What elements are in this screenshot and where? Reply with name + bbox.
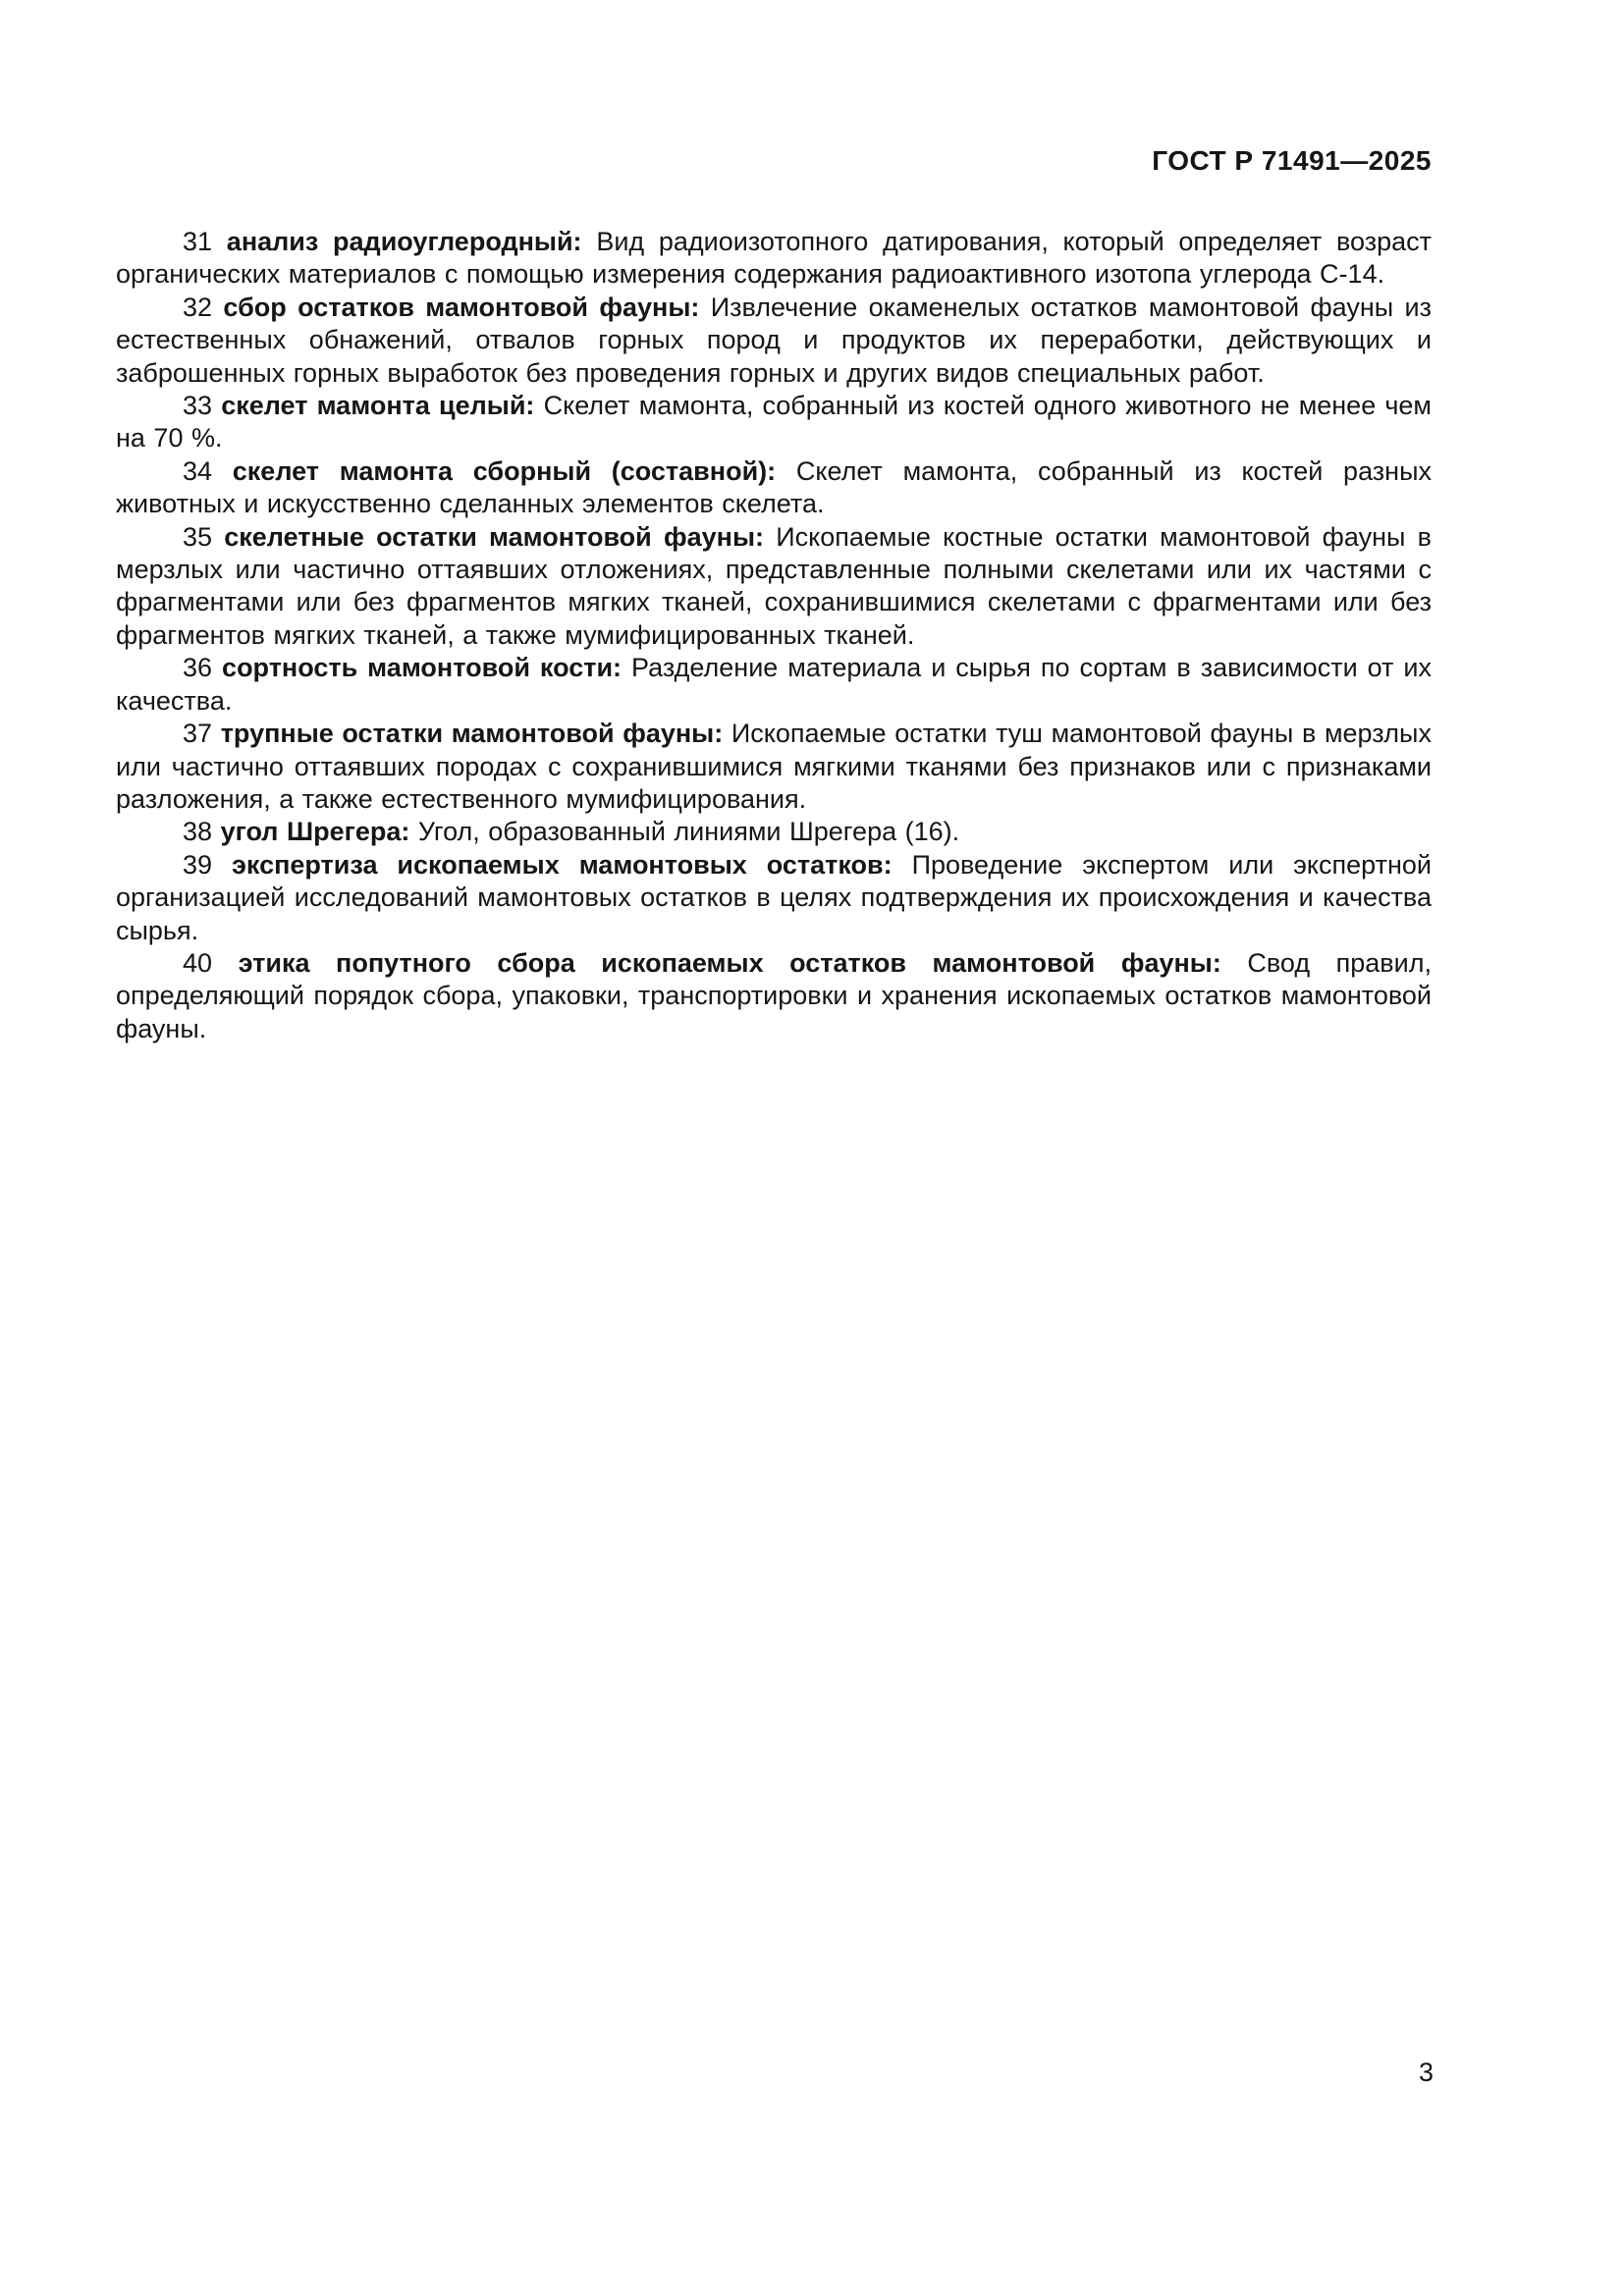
term-number: 33	[183, 391, 213, 421]
term-paragraph	[116, 455, 1432, 521]
term-number: 40	[183, 947, 213, 978]
term-name: скелет мамонта целый:	[221, 391, 535, 421]
term-name: угол Шрегера:	[220, 817, 410, 847]
term-paragraph	[116, 390, 1432, 455]
term-definition: Извлечение окаменелых остатков мамонтовой фауны из естественных обнажений, отвалов горных пород и продуктов их переработки, действующих и заброшенных горных выработок без проведения горных и других видов специальных работ.	[116, 292, 1432, 388]
term-number: 34	[183, 455, 213, 486]
term-paragraph	[116, 292, 1432, 390]
term-definition: Вид радиоизотопного датирования, который определяет возраст органических материалов с помощью измерения содержания радиоактивного изотопа углерода С-14.	[116, 227, 1432, 290]
term-number: 38	[183, 817, 213, 847]
term-definition: Проведение экспертом или экспертной организацией исследований мамонтовых остатков в целях подтверждения их происхождения и качества сырья.	[116, 849, 1432, 945]
term-definition: Свод правил, определяющий порядок сбора, упаковки, транспортировки и хранения ископаемых остатков мамонтовой фауны.	[116, 947, 1432, 1043]
term-definition: Скелет мамонта, собранный из костей разных животных и искусственно сделанных элементов скелета.	[116, 455, 1432, 519]
term-paragraph	[116, 947, 1432, 1045]
term-definition: Скелет мамонта, собранный из костей одного животного не менее чем на 70 %.	[116, 391, 1432, 454]
term-definition: Ископаемые костные остатки мамонтовой фауны в мерзлых или частично оттаявших отложениях, представленные полными скелетами или их частями с фрагментами или без фрагментов мягких тканей, сохранившимися скелетами с фрагментами или без фрагментов мягких тканей, а также мумифицированных тканей.	[116, 521, 1432, 650]
term-name: этика попутного сбора ископаемых остатков мамонтовой фауны:	[238, 947, 1221, 978]
term-paragraph	[116, 849, 1432, 947]
term-paragraph	[116, 521, 1432, 653]
term-number: 32	[183, 292, 213, 322]
term-name: сбор остатков мамонтовой фауны:	[223, 292, 700, 322]
term-paragraph	[116, 718, 1432, 816]
term-number: 35	[183, 521, 213, 552]
terms-list	[116, 226, 1432, 1045]
term-number: 36	[183, 653, 213, 683]
term-number: 39	[183, 849, 213, 880]
term-name: сортность мамонтовой кости:	[222, 653, 623, 683]
term-paragraph	[116, 816, 1432, 848]
term-definition: Угол, образованный линиями Шрегера (16).	[417, 817, 960, 847]
term-definition: Разделение материала и сырья по сортам в зависимости от их качества.	[116, 653, 1432, 716]
term-number: 31	[183, 227, 213, 256]
term-number: 37	[183, 719, 213, 749]
term-name: трупные остатки мамонтовой фауны:	[220, 719, 724, 749]
term-name: скелетные остатки мамонтовой фауны:	[224, 521, 765, 552]
term-name: анализ радиоуглеродный:	[226, 227, 582, 256]
page-number: 3	[1418, 2057, 1434, 2087]
document-code-header: ГОСТ Р 71491—2025	[1152, 145, 1432, 176]
term-definition: Ископаемые остатки туш мамонтовой фауны в мерзлых или частично оттаявших породах с сохранившимися мягкими тканями без признаков или с признаками разложения, а также естественного мумифицирования.	[116, 719, 1432, 814]
term-name: экспертиза ископаемых мамонтовых остатков:	[232, 849, 893, 880]
term-paragraph	[116, 226, 1432, 292]
term-paragraph	[116, 652, 1432, 718]
term-name: скелет мамонта сборный (составной):	[232, 455, 777, 486]
